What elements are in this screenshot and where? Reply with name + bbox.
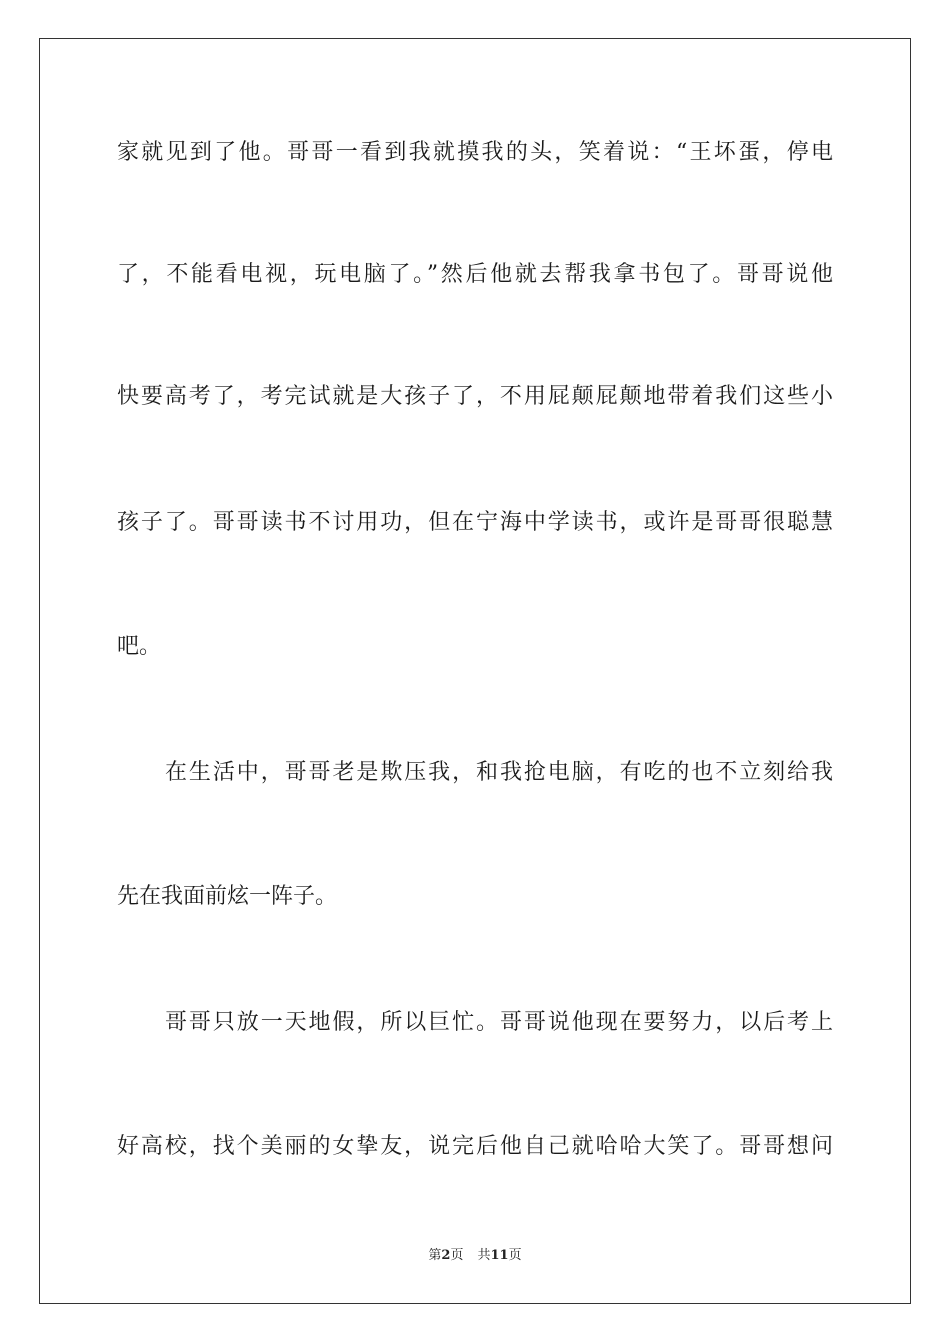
page-suffix: 页 xyxy=(450,1248,464,1263)
paragraph-3-line-1: 哥哥只放一天地假，所以巨忙。哥哥说他现在要努力，以后考上 xyxy=(165,1010,833,1035)
text-line-2: 了，不能看电视，玩电脑了。”然后他就去帮我拿书包了。哥哥说他 xyxy=(117,262,833,287)
text-line-4: 孩子了。哥哥读书不讨用功，但在宁海中学读书，或许是哥哥很聪慧 xyxy=(117,510,833,535)
text-line-5: 吧。 xyxy=(117,634,162,659)
paragraph-2-line-2: 先在我面前炫一阵子。 xyxy=(117,884,338,909)
text-line-3: 快要高考了，考完试就是大孩子了，不用屁颠屁颠地带着我们这些小 xyxy=(117,384,833,409)
text-line-1: 家就见到了他。哥哥一看到我就摸我的头，笑着说：“王坏蛋，停电 xyxy=(117,140,833,165)
paragraph-2-line-1: 在生活中，哥哥老是欺压我，和我抢电脑，有吃的也不立刻给我 xyxy=(165,760,833,785)
page-footer xyxy=(0,1247,950,1265)
page-prefix: 第 xyxy=(428,1248,442,1263)
total-prefix: 共 xyxy=(477,1248,491,1263)
page-border xyxy=(39,38,911,1304)
paragraph-3-line-2: 好高校，找个美丽的女挚友，说完后他自己就哈哈大笑了。哥哥想问 xyxy=(117,1134,833,1159)
page-number: 2 xyxy=(441,1248,451,1263)
total-suffix: 页 xyxy=(508,1248,522,1263)
total-pages: 11 xyxy=(490,1248,509,1263)
